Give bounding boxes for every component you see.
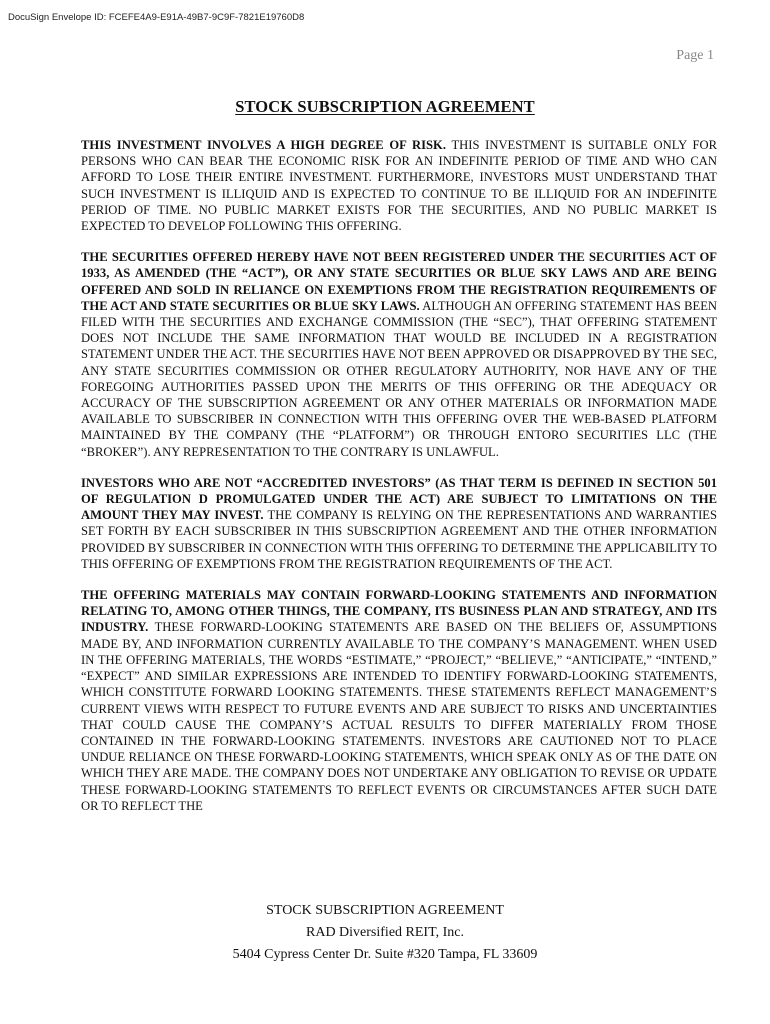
page-footer [0,900,770,966]
paragraph-text: THE COMPANY IS RELYING ON THE REPRESENTATIONS AND WARRANTIES SET FORTH BY EACH SUBSCRIBER IN THIS SUBSCRIPTION AGREEMENT AND THE OTHER INFORMATION PROVIDED BY SUBSCRIBER IN CONNECTION WITH THIS OFFERING TO DETERMINE THE APPLICABILITY TO THIS OFFERING OF EXEMPTIONS FROM THE REGISTRATION REQUIREMENTS OF THE ACT. [81,508,717,571]
paragraph-bold-lead: THIS INVESTMENT INVOLVES A HIGH DEGREE OF RISK. [81,138,446,152]
paragraph-text: ALTHOUGH AN OFFERING STATEMENT HAS BEEN FILED WITH THE SECURITIES AND EXCHANGE COMMISSION (THE “SEC”), THAT OFFERING STATEMENT DOES NOT INCLUDE THE SAME INFORMATION THAT WOULD BE INCLUDED IN A REGISTRATION STATEMENT UNDER THE ACT. THE SECURITIES HAVE NOT BEEN APPROVED OR DISAPPROVED BY THE SEC, ANY STATE SECURITIES COMMISSION OR OTHER REGULATORY AUTHORITY, NOR HAVE ANY OF THE FOREGOING AUTHORITIES PASSED UPON THE MERITS OF THIS OFFERING OR THE ADEQUACY OR ACCURACY OF THE SUBSCRIPTION AGREEMENT OR ANY OTHER MATERIALS OR INFORMATION MADE AVAILABLE TO SUBSCRIBER IN CONNECTION WITH THIS OFFERING OVER THE WEB-BASED PLATFORM MAINTAINED BY THE COMPANY (THE “PLATFORM”) OR THROUGH ENTORO SECURITIES LLC (THE “BROKER”). ANY REPRESENTATION TO THE CONTRARY IS UNLAWFUL. [81,298,717,459]
risk-paragraph [81,137,717,234]
forward-looking-paragraph [81,587,717,814]
paragraph-text: THESE FORWARD-LOOKING STATEMENTS ARE BASED ON THE BELIEFS OF, ASSUMPTIONS MADE BY, AND INFORMATION CURRENTLY AVAILABLE TO THE COMPANY’S MANAGEMENT. WHEN USED IN THE OFFERING MATERIALS, THE WORDS “ESTIMATE,” “PROJECT,” “BELIEVE,” “ANTICIPATE,” “INTEND,” “EXPECT” AND SIMILAR EXPRESSIONS ARE INTENDED TO IDENTIFY FORWARD-LOOKING STATEMENTS, WHICH CONSTITUTE FORWARD LOOKING STATEMENTS. THESE STATEMENTS REFLECT MANAGEMENT’S CURRENT VIEWS WITH RESPECT TO FUTURE EVENTS AND ARE SUBJECT TO RISKS AND UNCERTAINTIES THAT COULD CAUSE THE COMPANY’S ACTUAL RESULTS TO DIFFER MATERIALLY FROM THOSE CONTAINED IN THE FORWARD-LOOKING STATEMENTS. INVESTORS ARE CAUTIONED NOT TO PLACE UNDUE RELIANCE ON THESE FORWARD-LOOKING STATEMENTS, WHICH SPEAK ONLY AS OF THE DATE ON WHICH THEY ARE MADE. THE COMPANY DOES NOT UNDERTAKE ANY OBLIGATION TO REVISE OR UPDATE THESE FORWARD-LOOKING STATEMENTS TO REFLECT EVENTS OR CIRCUMSTANCES AFTER SUCH DATE OR TO REFLECT THE [81,620,717,813]
document-body [81,137,717,829]
paragraph-bold-lead: THE OFFERING MATERIALS MAY CONTAIN FORWARD-LOOKING STATEMENTS AND INFORMATION RELATING TO, AMONG OTHER THINGS, THE COMPANY, ITS BUSINESS PLAN AND STRATEGY, AND ITS INDUSTRY. [81,588,717,635]
paragraph-text: THIS INVESTMENT IS SUITABLE ONLY FOR PERSONS WHO CAN BEAR THE ECONOMIC RISK FOR AN INDEFINITE PERIOD OF TIME AND WHO CAN AFFORD TO LOSE THEIR ENTIRE INVESTMENT. FURTHERMORE, INVESTORS MUST UNDERSTAND THAT SUCH INVESTMENT IS ILLIQUID AND IS EXPECTED TO CONTINUE TO BE ILLIQUID FOR AN INDEFINITE PERIOD OF TIME. NO PUBLIC MARKET EXISTS FOR THE SECURITIES, AND NO PUBLIC MARKET IS EXPECTED TO DEVELOP FOLLOWING THIS OFFERING. [81,138,717,234]
accredited-investors-paragraph [81,475,717,572]
footer-agreement-title: STOCK SUBSCRIPTION AGREEMENT [266,903,504,918]
docusign-envelope-id: DocuSign Envelope ID: FCEFE4A9-E91A-49B7-9C9F-7821E19760D8 [8,12,305,23]
paragraph-bold-lead: THE SECURITIES OFFERED HEREBY HAVE NOT BEEN REGISTERED UNDER THE SECURITIES ACT OF 1933, AS AMENDED (THE “ACT”), OR ANY STATE SECURITIES OR BLUE SKY LAWS AND ARE BEING OFFERED AND SOLD IN RELIANCE ON EXEMPTIONS FROM THE REGISTRATION REQUIREMENTS OF THE ACT AND STATE SECURITIES OR BLUE SKY LAWS. [81,250,717,313]
registration-paragraph [81,249,717,460]
footer-address: 5404 Cypress Center Dr. Suite #320 Tampa, FL 33609 [232,947,538,962]
footer-company-name: RAD Diversified REIT, Inc. [306,925,464,940]
document-title: STOCK SUBSCRIPTION AGREEMENT [235,97,535,116]
paragraph-bold-lead: INVESTORS WHO ARE NOT “ACCREDITED INVESTORS” (AS THAT TERM IS DEFINED IN SECTION 501 OF REGULATION D PROMULGATED UNDER THE ACT) ARE SUBJECT TO LIMITATIONS ON THE AMOUNT THEY MAY INVEST. [81,475,717,523]
page-number: Page 1 [676,48,714,63]
